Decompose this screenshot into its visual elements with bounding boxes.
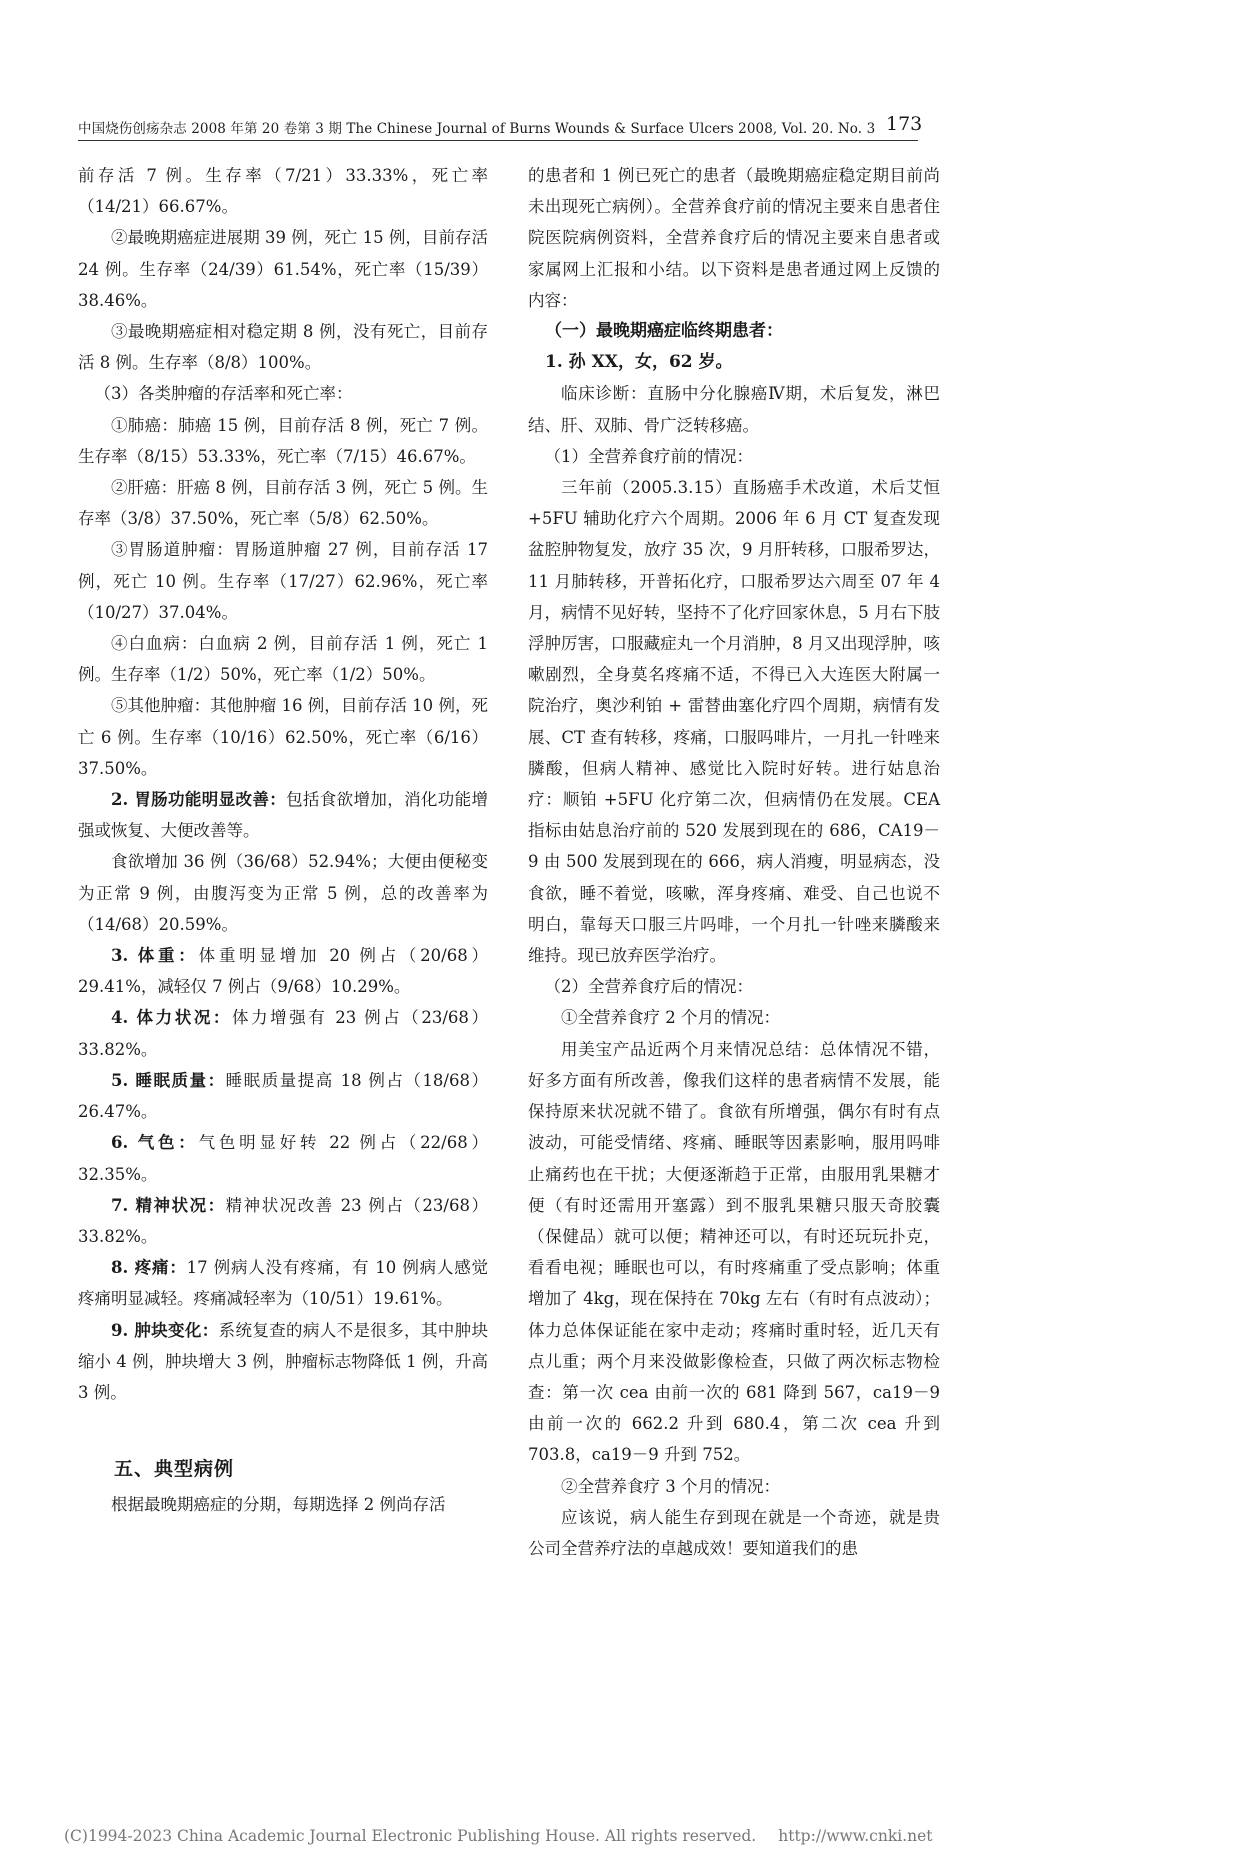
item-label: 4. 体力状况： [111,1008,232,1028]
paragraph: ②肝癌：肝癌 8 例，目前存活 3 例，死亡 5 例。生存率（3/8）37.50%，死亡率（5/8）62.50%。 [78,478,488,529]
subsection-heading: （一）最晚期癌症临终期患者： [545,321,783,342]
copyright-text: (C)1994-2023 China Academic Journal Electronic Publishing House. All rights reserved. [64,1827,757,1845]
paragraph: 应该说，病人能生存到现在就是一个奇迹，就是贵公司全营养疗法的卓越成效！要知道我们的患 [528,1507,940,1558]
paragraph: ③胃肠道肿瘤：胃肠道肿瘤 27 例，目前存活 17 例，死亡 10 例。生存率（17/27）62.96%，死亡率（10/27）37.04%。 [78,540,488,622]
subheading: ①全营养食疗 2 个月的情况： [561,1008,780,1028]
paragraph: 用美宝产品近两个月来情况总结：总体情况不错，好多方面有所改善，像我们这样的患者病情不发展，能保持原来状况就不错了。食欲有所增强，偶尔有时有点波动，可能受情绪、疼痛、睡眠等因素影响，服用吗啡止痛药也在干扰；大便逐渐趋于正常，由服用乳果糖才便（有时还需用开塞露）到不服乳果糖只服天奇胶囊（保健品）就可以便；精神还可以，有时还玩玩扑克，看看电视；睡眠也可以，有时疼痛重了受点影响；体重增加了 4kg，现在保持在 70kg 左右（有时有点波动）；体力总体保证能在家中走动；疼痛时重时轻，近几天有点儿重；两个月来没做影像检查，只做了两次标志物检查：第一次 cea 由前一次的 681 降到 567，ca19－9 由前一次的 662.2 升到 680.4，第二次 cea 升到 703.8，ca19－9 升到 752。 [528,1039,940,1465]
item-paragraph [78,1315,488,1409]
item-text: 体力增强有 23 例占（23/68）33.82%。 [78,1008,488,1059]
subheading: ②全营养食疗 3 个月的情况： [561,1476,780,1496]
item-paragraph [78,1065,488,1127]
paragraph: 前存活 7 例。生存率（7/21）33.33%，死亡率（14/21）66.67%。 [78,166,488,217]
item-paragraph [78,846,488,940]
item-label: 2. 胃肠功能明显改善： [111,790,287,810]
item-paragraph [78,1252,488,1314]
paragraph: 的患者和 1 例已死亡的患者（最晚期癌症稳定期目前尚未出现死亡病例）。全营养食疗前的情况主要来自患者住院医院病例资料，全营养食疗后的情况主要来自患者或家属网上汇报和小结。以下资料是患者通过网上反馈的内容： [528,166,940,310]
item-paragraph [78,1190,488,1252]
item-text: 食欲增加 36 例（36/68）52.94%；大便由便秘变为正常 9 例，由腹泻变为正常 5 例，总的改善率为（14/68）20.59%。 [78,852,488,934]
item-label: 3. 体重： [111,946,199,966]
paragraph: ④白血病：白血病 2 例，目前存活 1 例，死亡 1 例。生存率（1/2）50%，死亡率（1/2）50%。 [78,634,488,685]
item-text: 17 例病人没有疼痛，有 10 例病人感觉疼痛明显减轻。疼痛减轻率为（10/51）19.61%。 [78,1258,488,1309]
item-text: 气色明显好转 22 例占（22/68）32.35%。 [78,1133,488,1184]
item-label: 8. 疼痛： [111,1258,187,1278]
left-column [78,160,488,1521]
page-number: 173 [886,113,923,135]
paragraph: ①肺癌：肺癌 15 例，目前存活 8 例，死亡 7 例。生存率（8/15）53.33%，死亡率（7/15）46.67%。 [78,415,488,466]
subheading: （1）全营养食疗前的情况： [544,446,753,466]
paragraph: ②最晚期癌症进展期 39 例，死亡 15 例，目前存活 24 例。生存率（24/39）61.54%，死亡率（15/39）38.46%。 [78,228,488,310]
item-label: 7. 精神状况： [111,1195,226,1215]
paragraph: 临床诊断：直肠中分化腺癌Ⅳ期，术后复发，淋巴结、肝、双肺、骨广泛转移癌。 [528,384,940,435]
subheading: （2）全营养食疗后的情况： [544,977,753,997]
subheading: （3）各类肿瘤的存活率和死亡率： [94,384,353,404]
item-text: 体重明显增加 20 例占（20/68）29.41%，减轻仅 7 例占（9/68）10.29%。 [78,946,488,997]
copyright-footer [64,1827,932,1845]
paragraph: ⑤其他肿瘤：其他肿瘤 16 例，目前存活 10 例，死亡 6 例。生存率（10/16）62.50%，死亡率（6/16）37.50%。 [78,696,488,778]
item-paragraph [78,784,488,846]
item-paragraph [78,1002,488,1064]
item-text: 精神状况改善 23 例占（23/68）33.82%。 [78,1195,488,1246]
paragraph: ③最晚期癌症相对稳定期 8 例，没有死亡，目前存活 8 例。生存率（8/8）100%。 [78,322,488,373]
running-head: 中国烧伤创疡杂志 2008 年第 20 卷第 3 期 The Chinese Journal of Burns Wounds & Surface Ulcers 2008, Vol. 20. No. 3 [78,117,918,141]
item-text: 睡眠质量提高 18 例占（18/68）26.47%。 [78,1070,488,1122]
item-paragraph [78,940,488,1002]
item-paragraph [78,1127,488,1189]
section-heading: 五、典型病例 [114,1458,235,1481]
item-label: 6. 气色： [111,1133,199,1153]
paragraph: 三年前（2005.3.15）直肠癌手术改道，术后艾恒 +5FU 辅助化疗六个周期。2006 年 6 月 CT 复查发现盆腔肿物复发，放疗 35 次，9 月肝转移，口服希罗达，11 月肺转移，开普拓化疗，口服希罗达六周至 07 年 4 月，病情不见好转，坚持不了化疗回家休息，5 月右下肢浮肿厉害，口服藏症丸一个月消肿，8 月又出现浮肿，咳嗽剧烈，全身莫名疼痛不适，不得已入大连医大附属一院治疗，奥沙利铂 + 雷替曲塞化疗四个周期，病情有发展、CT 查有转移，疼痛，口服吗啡片，一月扎一针唑来膦酸，但病人精神、感觉比入院时好转。进行姑息治疗：顺铂 +5FU 化疗第二次，但病情仍在发展。CEA 指标由姑息治疗前的 520 发展到现在的 686，CA19－9 由 500 发展到现在的 666，病人消瘦，明显病态，没食欲，睡不着觉，咳嗽，浑身疼痛、难受、自己也说不明白，靠每天口服三片吗啡，一个月扎一针唑来膦酸来维持。现已放弃医学治疗。 [528,478,940,966]
footer-url: http://www.cnki.net [778,1827,933,1845]
case-heading: 1. 孙 XX，女，62 岁。 [545,352,733,373]
item-text: 包括食欲增加，消化功能增强或恢复、大便改善等。 [78,790,488,841]
item-label: 9. 肿块变化： [111,1320,219,1340]
item-text: 系统复查的病人不是很多，其中肿块缩小 4 例，肿块增大 3 例，肿瘤标志物降低 1 例，升高 3 例。 [78,1320,488,1402]
paragraph: 根据最晚期癌症的分期，每期选择 2 例尚存活 [111,1495,446,1515]
right-column [528,160,940,1564]
item-label: 5. 睡眠质量： [111,1070,226,1090]
